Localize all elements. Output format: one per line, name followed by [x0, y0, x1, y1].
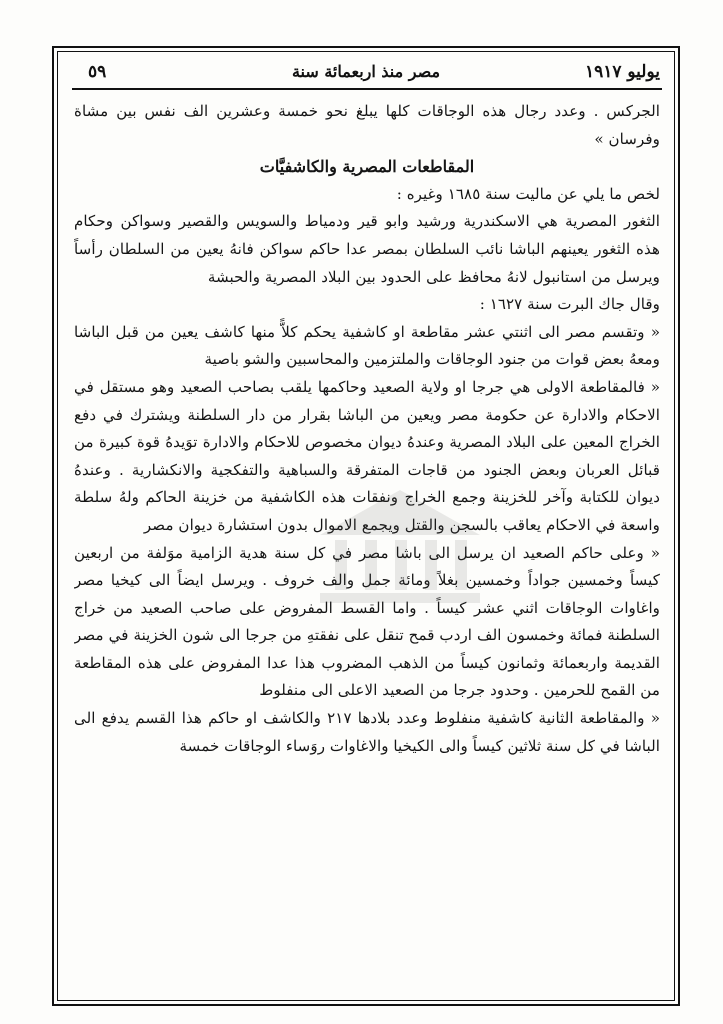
paragraph-intro: لخص ما يلي عن ماليت سنة ١٦٨٥ وغيره : — [396, 184, 660, 203]
section-heading: المقاطعات المصرية والكاشفيَّات — [259, 157, 475, 177]
running-header — [72, 58, 660, 88]
header-date: يوليو ١٩١٧ — [584, 62, 660, 82]
paragraph-first-province: « فالمقاطعة الاولى هي جرجا او ولاية الصعيد وحاكمها يلقب بصاحب الصعيد وهو مستقل في الاحكام والادارة عن حكومة مصر ويعين من الباشا بقرار من دار السلطنة ويشترك في دفع الخراج المعين على البلاد المصرية وعندهُ ديوان مخصوص للاحكام والادارة توَيدهُ قوة كبيرة من قبائل العربان وبعض الجنود من قاجات المتفرقة والسباهية والتفكجية والانكشارية . وعندهُ ديوان للكتابة وآخر للخزينة وجمع الخراج ونفقات هذه الكاشفية من خزينة الحاكم ولهُ سلطة واسعة في الاحكام يعاقب بالسجن والقتل ويجمع الاموال بدون استشارة ديوان مصر — [74, 377, 660, 534]
paragraph-ports: الثغور المصرية هي الاسكندرية ورشيد وابو قير ودمياط والسويس والقصير وسواكن وحكام هذه الثغور يعينهم الباشا نائب السلطان بمصر عدا حاكم سواكن فانهُ يعين من السلطان رأساً ويرسل من استانبول لانهُ محافظ على الحدود بين البلاد المصرية والحبشة — [74, 212, 660, 286]
header-divider — [72, 88, 662, 90]
paragraph-tribute: « وعلى حاكم الصعيد ان يرسل الى باشا مصر في كل سنة هدية الزامية موَلفة من اربعين كيساً وخمسين جواداً وخمسين بغلاً ومائة جمل والف خروف . ويرسل ايضاً الى كيخيا مصر واغاوات الوجاقات اثني عشر كيساً . واما القسط المفروض على صاحب الصعيد من خراج السلطنة فمائة وخمسون الف اردب قمح تنقل على نفقتهِ من جرجا الى شون الخزينة في مصر القديمة واربعمائة وثمانون كيساً من الذهب المضروب هذا عدا المفروض على هذه المقاطعة من القمح للحرمين . وحدود جرجا من الصعيد الاعلى الى منفلوط — [74, 543, 660, 700]
page-body — [74, 98, 660, 996]
paragraph-continuation: الجركس . وعدد رجال هذه الوجاقات كلها يبلغ نحو خمسة وعشرين الف نفس بين مشاة وفرسان » — [74, 102, 660, 148]
page-number: ٥٩ — [88, 62, 107, 82]
paragraph-citation: وقال جاك البرت سنة ١٦٢٧ : — [479, 295, 660, 314]
header-title: مصر منذ اربعمائة سنة — [291, 62, 441, 81]
paragraph-division: « وتقسم مصر الى اثنتي عشر مقاطعة او كاشفية يحكم كلاًّ منها كاشف يعين من قبل الباشا ومعهُ بعض قوات من جنود الوجاقات والملتزمين والمحاسبين والشو باصية — [74, 322, 660, 369]
paragraph-second-province: « والمقاطعة الثانية كاشفية منفلوط وعدد بلادها ٢١٧ والكاشف او حاكم هذا القسم يدفع الى الباشا في كل سنة ثلاثين كيساً والى الكيخيا والاغاوات روَساء الوجاقات خمسة — [74, 709, 660, 755]
